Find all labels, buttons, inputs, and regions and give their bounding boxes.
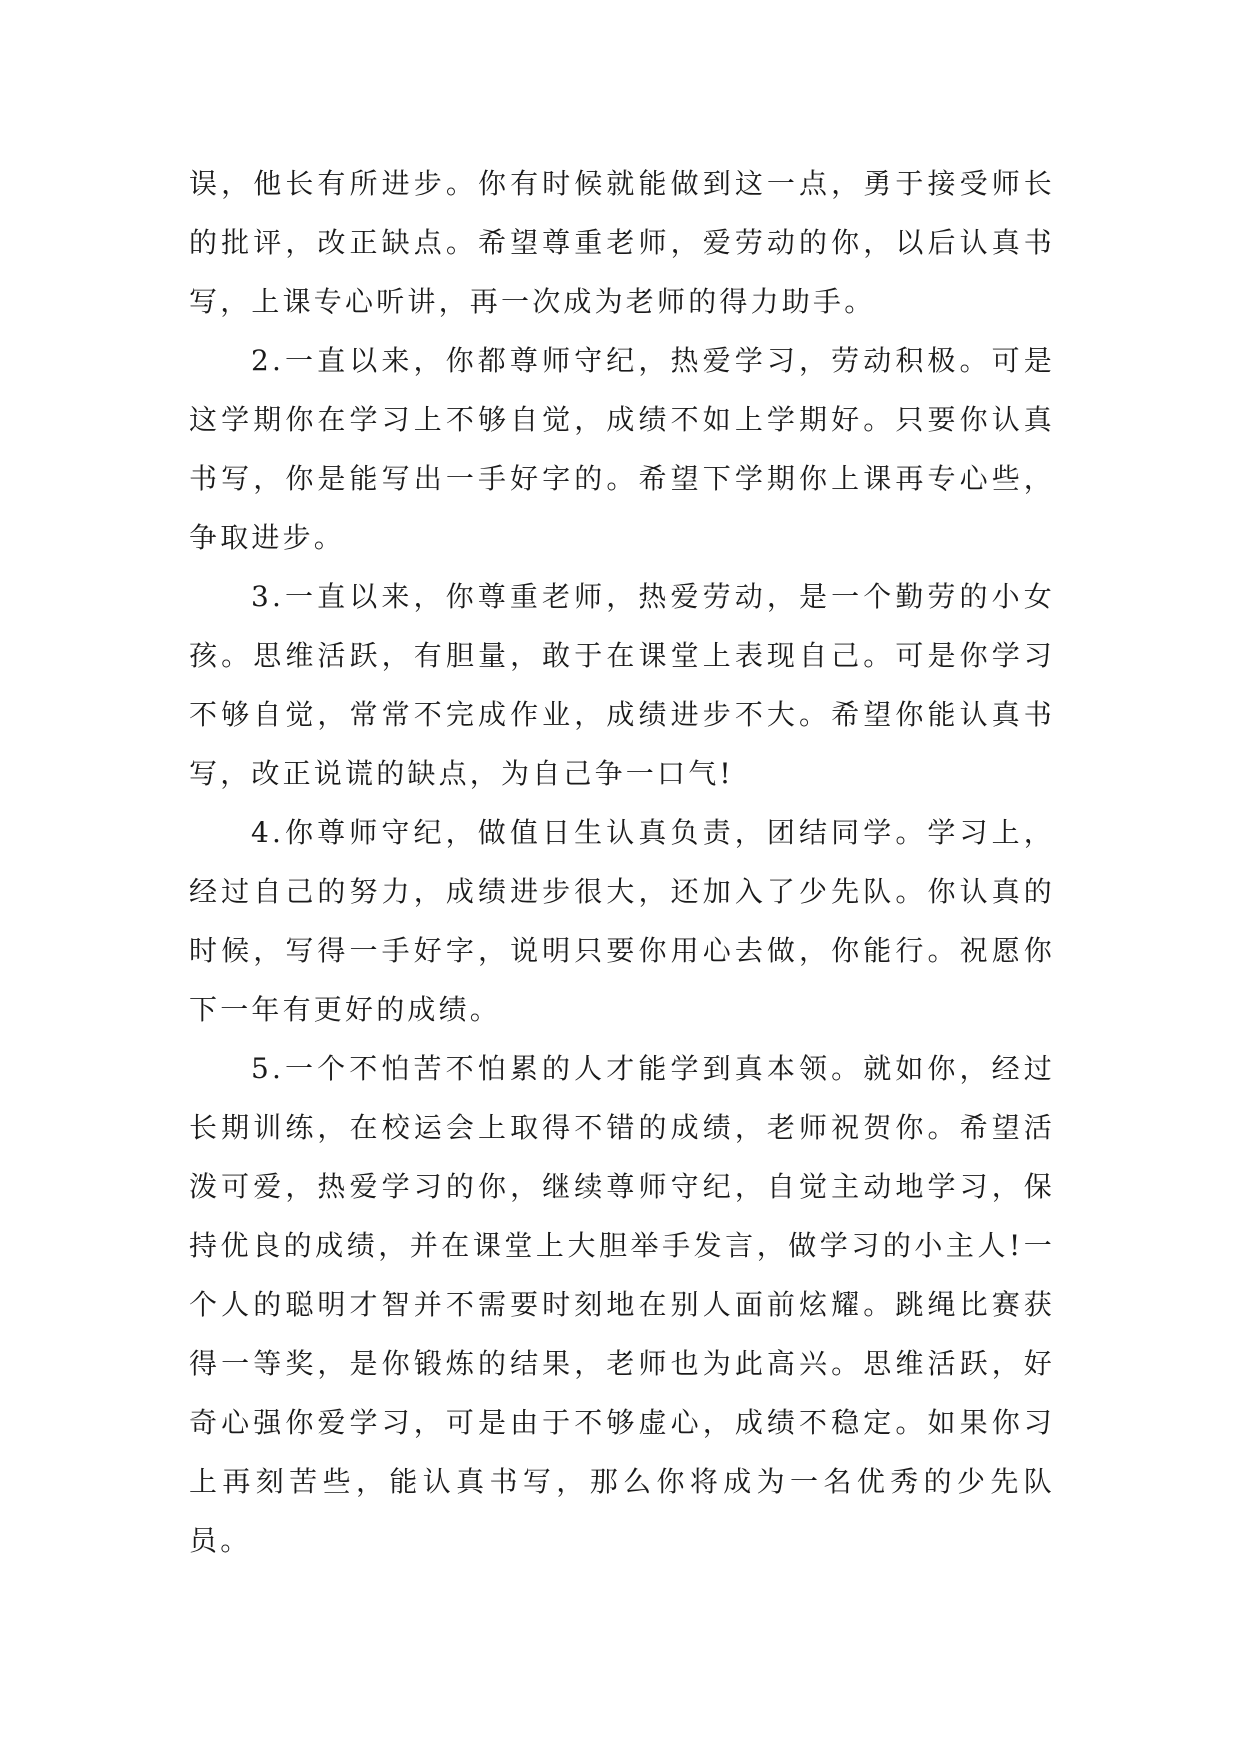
paragraph-item-3: 3.一直以来，你尊重老师，热爱劳动，是一个勤劳的小女孩。思维活跃，有胆量，敢于在课堂上表现自己。可是你学习不够自觉，常常不完成作业，成绩进步不大。希望你能认真书写，改正说谎的缺点，为自己争一口气! [189, 580, 1055, 790]
paragraph-item-5: 5.一个不怕苦不怕累的人才能学到真本领。就如你，经过长期训练，在校运会上取得不错的成绩，老师祝贺你。希望活泼可爱，热爱学习的你，继续尊师守纪，自觉主动地学习，保持优良的成绩，并在课堂上大胆举手发言，做学习的小主人!一个人的聪明才智并不需要时刻地在别人面前炫耀。跳绳比赛获得一等奖，是你锻炼的结果，老师也为此高兴。思维活跃，好奇心强你爱学习，可是由于不够虚心，成绩不稳定。如果你习上再刻苦些，能认真书写，那么你将成为一名优秀的少先队员。 [189, 1052, 1055, 1557]
document-body [189, 154, 1055, 1570]
paragraph-continuation: 误，他长有所进步。你有时候就能做到这一点，勇于接受师长的批评，改正缺点。希望尊重老师，爱劳动的你，以后认真书写，上课专心听讲，再一次成为老师的得力助手。 [189, 167, 1055, 318]
paragraph-item-2: 2.一直以来，你都尊师守纪，热爱学习，劳动积极。可是这学期你在学习上不够自觉，成绩不如上学期好。只要你认真书写，你是能写出一手好字的。希望下学期你上课再专心些，争取进步。 [189, 344, 1055, 554]
paragraph-item-4: 4.你尊师守纪，做值日生认真负责，团结同学。学习上，经过自己的努力，成绩进步很大，还加入了少先队。你认真的时候，写得一手好字，说明只要你用心去做，你能行。祝愿你下一年有更好的成绩。 [189, 816, 1055, 1026]
